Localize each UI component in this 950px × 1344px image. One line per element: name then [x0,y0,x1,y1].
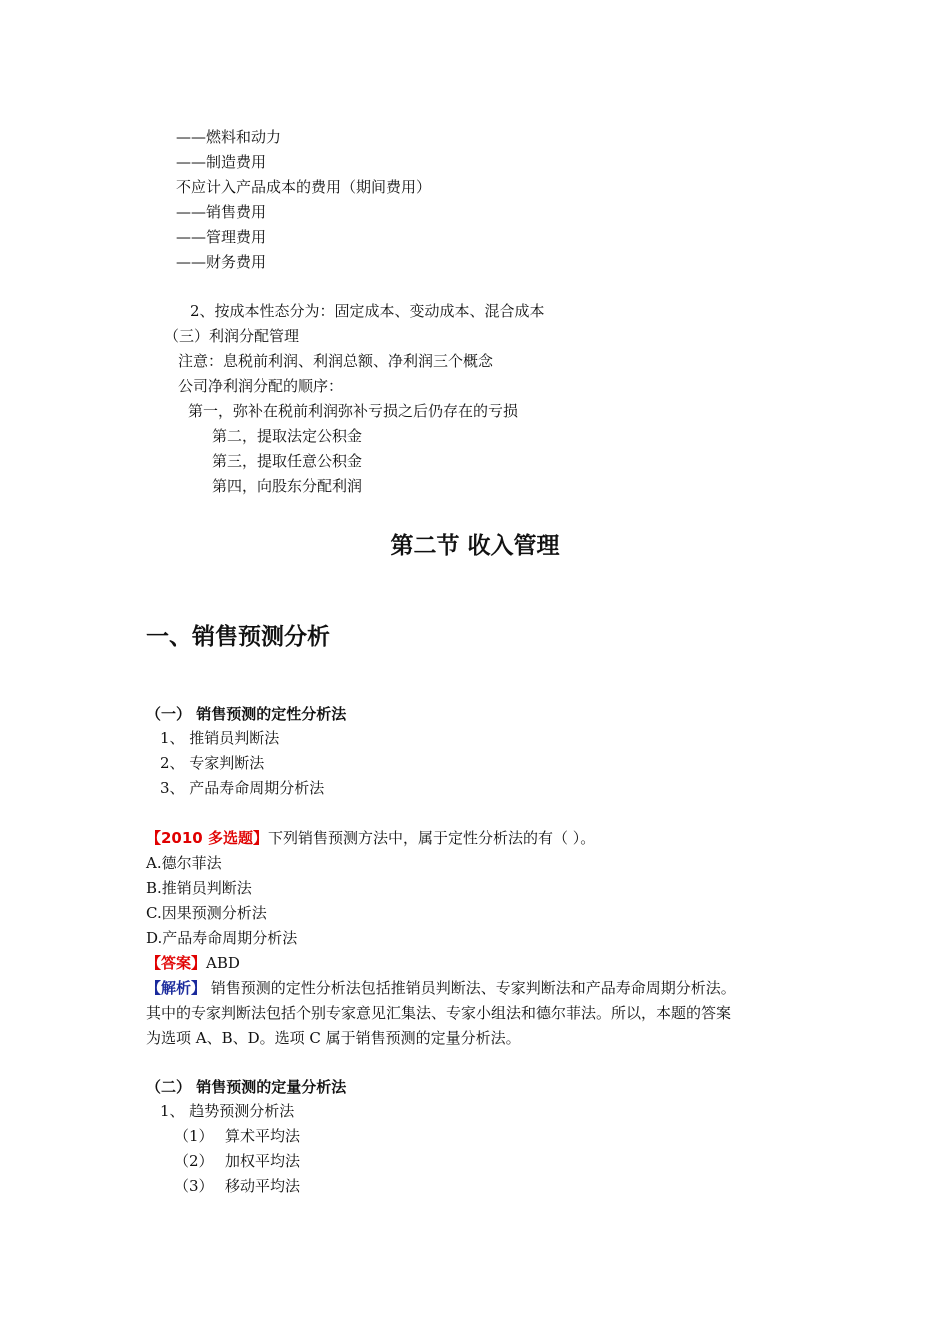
option-c: C.因果预测分析法 [146,904,267,922]
analysis-line-3: 为选项 A、B、D。选项 C 属于销售预测的定量分析法。 [146,1029,521,1047]
question-tag: 【2010 多选题】 [146,829,268,847]
sub-num-1: （1） [174,1127,214,1145]
qualitative-method-1: 1、 推销员判断法 [160,729,280,747]
analysis-tag: 【解析】 [146,979,207,997]
list-item-admin: ——管理费用 [176,228,267,246]
sub-item-2: 加权平均法 [225,1152,301,1170]
option-a: A.德尔菲法 [146,854,222,872]
chapter-heading: 一、销售预测分析 [146,624,330,650]
qualitative-heading: （一） 销售预测的定性分析法 [146,705,347,723]
option-d: D.产品寿命周期分析法 [146,929,298,947]
option-b: B.推销员判断法 [146,879,252,897]
list-item-selling: ——销售费用 [176,203,267,221]
cost-behavior-line: 2、按成本性态分为：固定成本、变动成本、混合成本 [190,302,545,320]
answer-tag: 【答案】 [146,954,207,972]
sub-item-1: 算术平均法 [225,1127,301,1145]
analysis-text-1: 销售预测的定性分析法包括推销员判断法、专家判断法和产品寿命周期分析法。 [206,979,736,997]
list-item-fuel: ——燃料和动力 [176,128,282,146]
profit-step-4: 第四，向股东分配利润 [212,477,363,495]
sub-num-2: （2） [174,1152,214,1170]
profit-step-1: 第一，弥补在税前利润弥补亏损之后仍存在的亏损 [188,402,519,420]
list-item-period-costs: 不应计入产品成本的费用（期间费用） [176,178,432,196]
trend-method: 1、 趋势预测分析法 [160,1102,295,1120]
list-item-finance: ——财务费用 [176,253,267,271]
section-title: 第二节 收入管理 [390,533,560,559]
profit-step-2: 第二，提取法定公积金 [212,427,363,445]
answer-line [146,953,240,973]
qualitative-method-2: 2、 专家判断法 [160,754,265,772]
question-line [146,828,595,848]
profit-step-3: 第三，提取任意公积金 [212,452,363,470]
profit-note: 注意：息税前利润、利润总额、净利润三个概念 [178,352,494,370]
list-item-manufacturing: ——制造费用 [176,153,267,171]
quantitative-heading: （二） 销售预测的定量分析法 [146,1078,347,1096]
sub-num-3: （3） [174,1177,214,1195]
qualitative-method-3: 3、 产品寿命周期分析法 [160,779,325,797]
profit-order-title: 公司净利润分配的顺序： [178,377,344,395]
analysis-line-1 [146,978,736,998]
analysis-line-2: 其中的专家判断法包括个别专家意见汇集法、专家小组法和德尔菲法。所以，本题的答案 [146,1004,732,1022]
answer-value: ABD [206,954,240,972]
question-text: 下列销售预测方法中，属于定性分析法的有（ ）。 [267,829,596,847]
sub-item-3: 移动平均法 [225,1177,301,1195]
profit-heading: （三）利润分配管理 [164,327,300,345]
